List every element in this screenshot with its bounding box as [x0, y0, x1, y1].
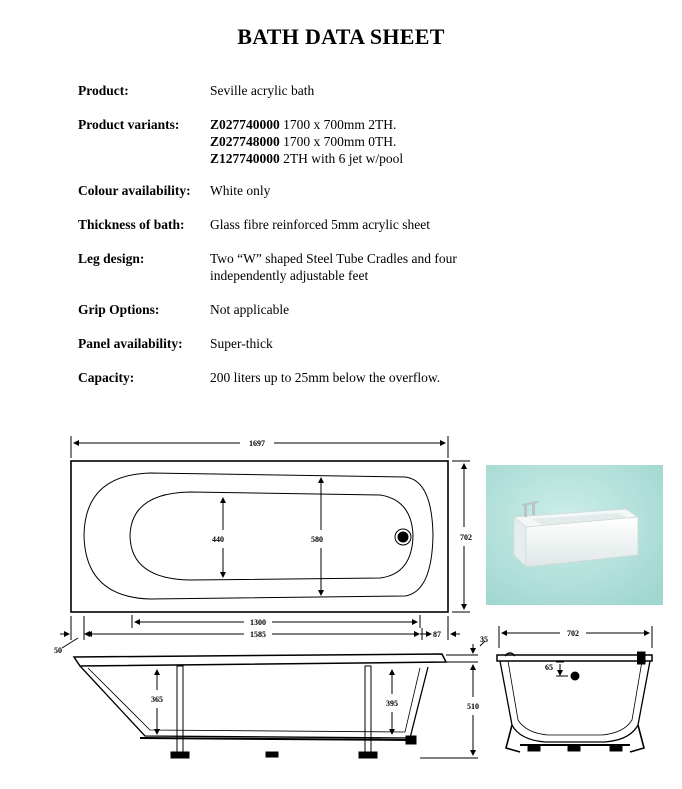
spec-value: Two “W” shaped Steel Tube Cradles and four independently adjustable feet [210, 251, 457, 283]
dim-label-87: 87 [433, 630, 441, 639]
variant-code: Z127740000 [210, 151, 280, 166]
photo-tap-icon [524, 505, 527, 517]
spec-label: Panel availability: [78, 336, 183, 351]
overflow-outlet [571, 672, 579, 680]
page-title: BATH DATA SHEET [237, 24, 445, 49]
end-elevation [497, 626, 652, 752]
spec-label: Leg design: [78, 251, 145, 266]
waste-hole [398, 532, 408, 542]
bath-outer-rim [71, 461, 448, 612]
dim-label-1585: 1585 [250, 630, 266, 639]
spec-value: Not applicable [210, 302, 290, 317]
bath-photo [486, 465, 663, 605]
side-body [80, 666, 428, 738]
dim-label-395: 395 [386, 699, 398, 708]
bath-inner-edge [84, 473, 433, 599]
spec-value: Glass fibre reinforced 5mm acrylic sheet [210, 217, 431, 232]
variant-code: Z027748000 [210, 134, 280, 149]
spec-label: Thickness of bath: [78, 217, 185, 232]
spec-value: 200 liters up to 25mm below the overflow. [210, 370, 441, 385]
dim-label-702: 702 [460, 533, 472, 542]
variant-desc: 2TH with 6 jet w/pool [283, 151, 404, 166]
spec-value: White only [210, 183, 271, 198]
dim-label-580: 580 [311, 535, 323, 544]
variant-code: Z027740000 [210, 117, 280, 132]
spec-label: Product: [78, 83, 129, 98]
tap-fitting [637, 652, 645, 664]
dim-label-702-end: 702 [567, 629, 579, 638]
dim-label-510: 510 [467, 702, 479, 711]
foot [406, 736, 416, 744]
foot [568, 745, 580, 751]
spec-label: Product variants: [78, 117, 180, 132]
side-rim [74, 654, 446, 666]
dim-label-1697: 1697 [249, 439, 265, 448]
foot [266, 752, 278, 757]
side-body-inner [88, 668, 420, 732]
dim-label-440: 440 [212, 535, 224, 544]
foot [528, 745, 540, 751]
dim-label-35: 35 [480, 635, 488, 644]
foot [171, 752, 189, 758]
dim-label-365: 365 [151, 695, 163, 704]
spec-value: Seville acrylic bath [210, 83, 315, 98]
dim-label-50: 50 [54, 646, 62, 655]
leader-line [62, 638, 78, 648]
dim-label-1300: 1300 [250, 618, 266, 627]
variant-desc: 1700 x 700mm 0TH. [283, 134, 397, 149]
spec-label: Capacity: [78, 370, 135, 385]
side-elevation [74, 635, 488, 758]
bath-basin [130, 492, 413, 580]
spec-label: Colour availability: [78, 183, 191, 198]
spec-label: Grip Options: [78, 302, 160, 317]
spec-value: Super-thick [210, 336, 273, 351]
foot [359, 752, 377, 758]
photo-tap-icon [532, 503, 535, 515]
end-rim [497, 655, 652, 661]
dim-label-65: 65 [545, 663, 553, 672]
variant-desc: 1700 x 700mm 2TH. [283, 117, 397, 132]
plan-view [54, 436, 472, 655]
foot [610, 745, 622, 751]
